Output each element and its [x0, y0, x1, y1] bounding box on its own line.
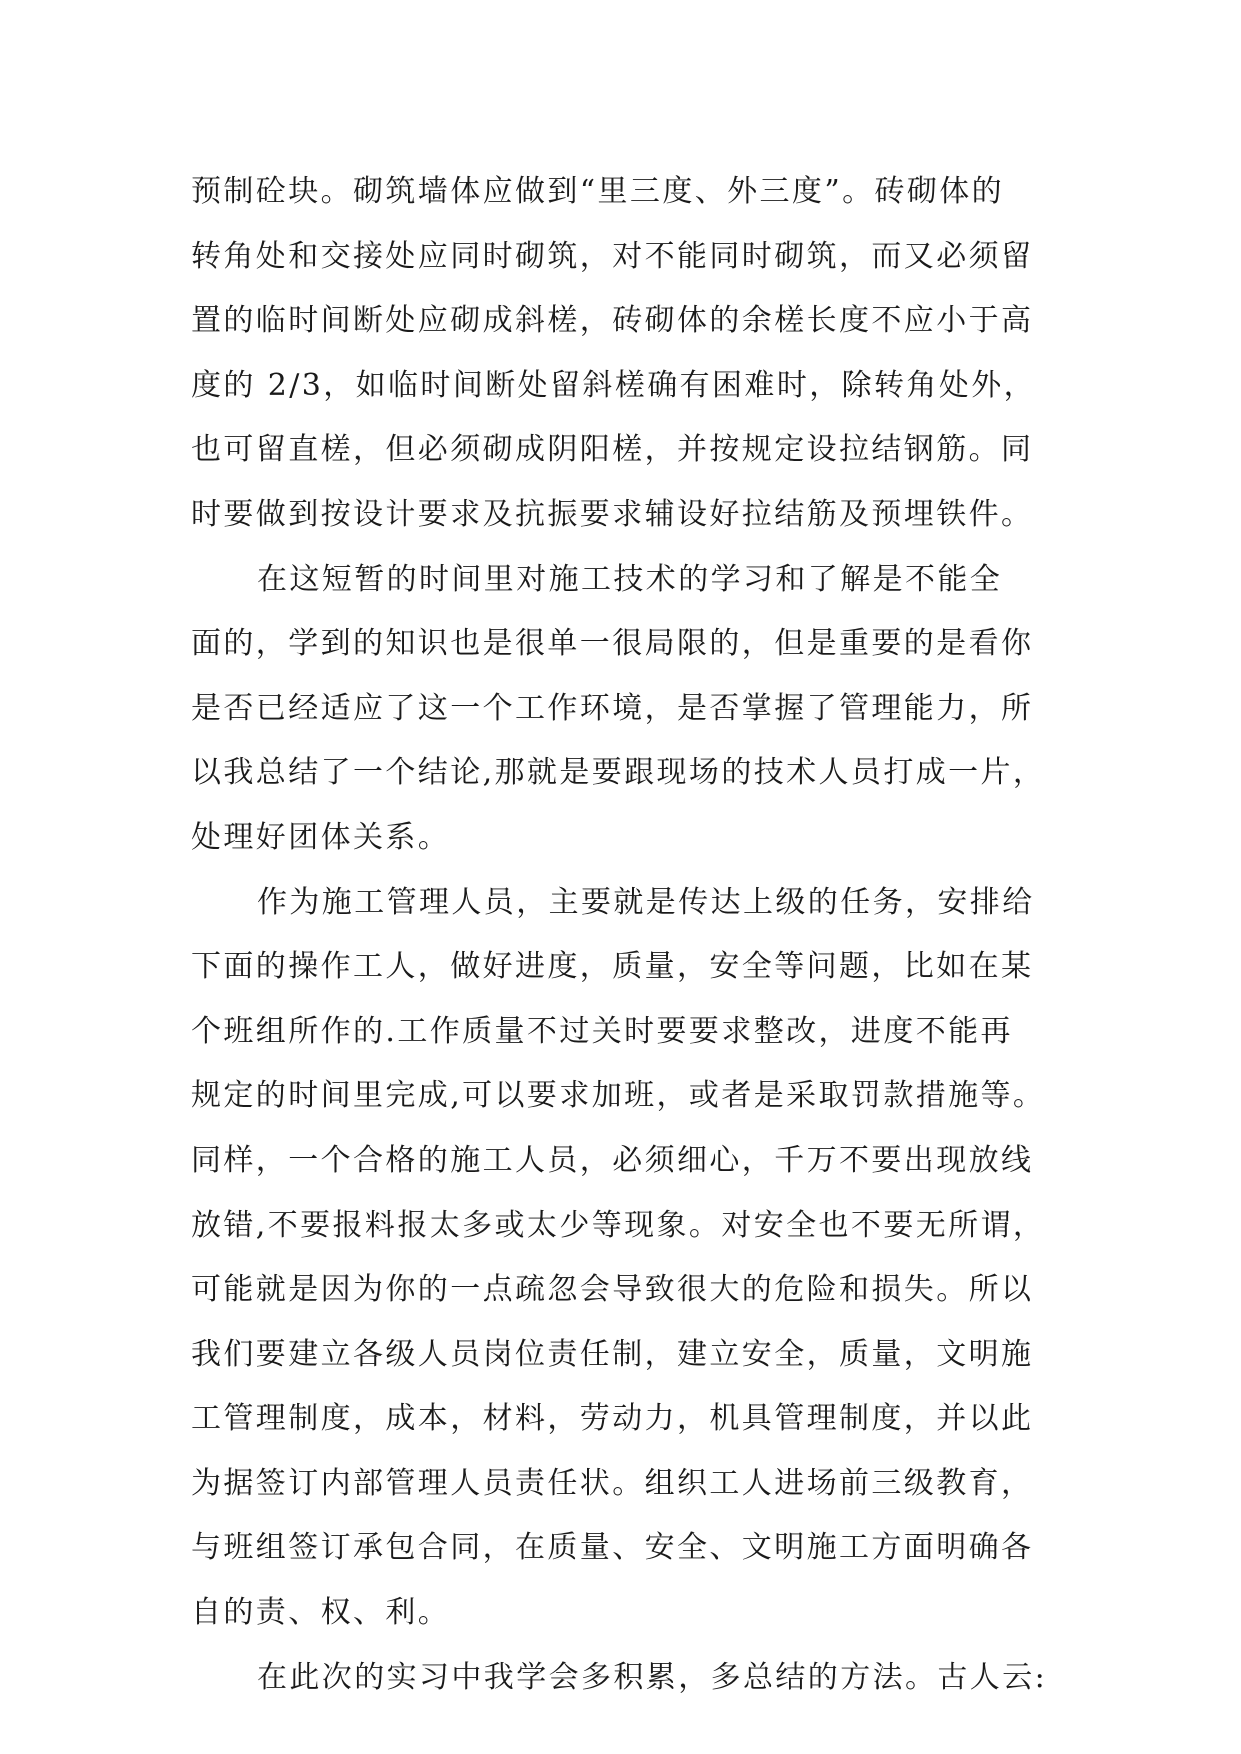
text-line: 转角处和交接处应同时砌筑，对不能同时砌筑，而又必须留 [191, 238, 1034, 274]
text-line: 度的 2/3，如临时间断处留斜槎确有困难时，除转角处外， [191, 367, 1037, 403]
text-line: 放错,不要报料报太多或太少等现象。对安全也不要无所谓， [191, 1207, 1046, 1243]
text-line: 也可留直槎，但必须砌成阴阳槎，并按规定设拉结钢筋。同 [191, 432, 1034, 468]
text-line: 是否已经适应了这一个工作环境，是否掌握了管理能力，所 [191, 690, 1034, 726]
paragraph-start-line: 在这短暂的时间里对施工技术的学习和了解是不能全 [257, 561, 1003, 597]
text-line: 自的责、权、利。 [191, 1595, 451, 1631]
text-line: 预制砼块。砌筑墙体应做到“里三度、外三度”。砖砌体的 [191, 174, 1005, 209]
text-line: 下面的操作工人，做好进度，质量，安全等问题，比如在某 [191, 949, 1034, 985]
text-line: 规定的时间里完成,可以要求加班，或者是采取罚款措施等。 [191, 1078, 1046, 1114]
text-line: 同样，一个合格的施工人员，必须细心，千万不要出现放线 [191, 1142, 1034, 1178]
paragraph-start-line: 在此次的实习中我学会多积累，多总结的方法。古人云: [257, 1659, 1048, 1695]
text-line: 可能就是因为你的一点疏忽会导致很大的危险和损失。所以 [191, 1272, 1034, 1308]
text-line: 处理好团体关系。 [191, 819, 451, 855]
body-text [191, 160, 1051, 1710]
text-line: 时要做到按设计要求及抗振要求辅设好拉结筋及预埋铁件。 [191, 496, 1034, 532]
text-line: 与班组签订承包合同，在质量、安全、文明施工方面明确各 [191, 1530, 1034, 1566]
text-line: 我们要建立各级人员岗位责任制，建立安全，质量，文明施 [191, 1336, 1034, 1372]
text-line: 工管理制度，成本，材料，劳动力，机具管理制度，并以此 [191, 1401, 1034, 1437]
text-line: 以我总结了一个结论,那就是要跟现场的技术人员打成一片， [191, 755, 1046, 791]
paragraph-start-line: 作为施工管理人员，主要就是传达上级的任务，安排给 [257, 884, 1035, 920]
text-line: 个班组所作的.工作质量不过关时要要求整改，进度不能再 [191, 1013, 1013, 1049]
text-line: 为据签订内部管理人员责任状。组织工人进场前三级教育， [191, 1465, 1034, 1501]
text-line: 置的临时间断处应砌成斜槎，砖砌体的余槎长度不应小于高 [191, 303, 1034, 339]
text-line: 面的，学到的知识也是很单一很局限的，但是重要的是看你 [191, 626, 1034, 662]
